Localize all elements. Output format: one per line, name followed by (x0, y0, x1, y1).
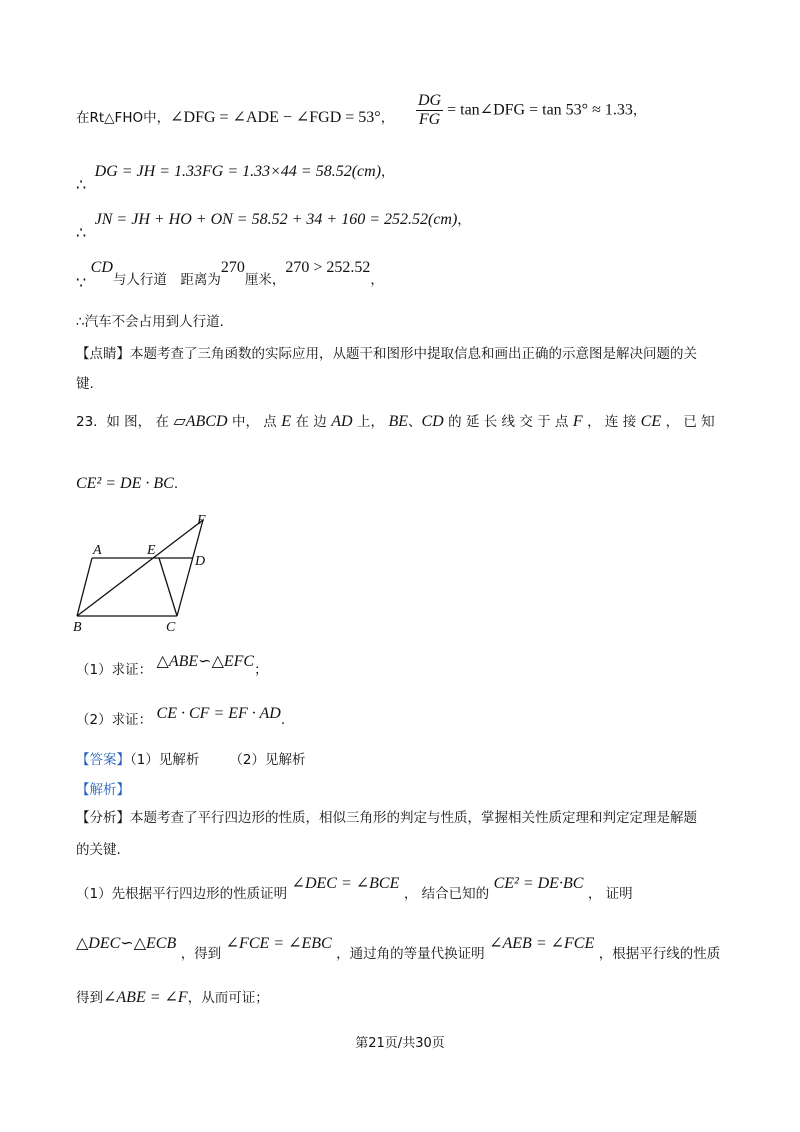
fenxi-line-1 (76, 808, 697, 828)
therefore-symbol: ∴ (76, 177, 87, 194)
step-2 (76, 935, 721, 962)
para-rt-triangle (76, 108, 394, 128)
step-text-2: ，通过角的等量代换证明 (336, 946, 485, 962)
end: ， (632, 102, 647, 119)
var-be: BE (388, 413, 408, 430)
para-prefix: 在Rt△FHO中， (76, 110, 171, 126)
label-e: E (147, 543, 156, 558)
var-e: E (281, 413, 291, 430)
answer-1: （1）见解析 (130, 752, 200, 768)
step-text-2: ，从而可证； (187, 990, 269, 1006)
var-cd: CD (90, 259, 113, 276)
end: ， (457, 212, 471, 228)
q-text-8: ， 已 知 (665, 414, 715, 430)
eq-dec-bce: ∠DEC = ∠BCE (291, 875, 400, 892)
page-footer: 第21页/共30页 (355, 1036, 445, 1051)
sub-question-1 (76, 653, 268, 680)
para-text-2: 厘米， (244, 272, 286, 288)
step-text: ，得到 (180, 946, 222, 962)
label-a: A (93, 543, 102, 558)
step-text-2: ， 结合已知的 (403, 886, 490, 902)
parallelogram-figure (70, 512, 230, 642)
question-given (76, 474, 178, 494)
para-cd (76, 259, 384, 292)
var-cd: CD (421, 413, 444, 430)
end: . (173, 476, 179, 492)
step-text-3: ， 证明 (587, 886, 633, 902)
segment-ab (77, 558, 92, 616)
eq-tan: = tan∠DFG = tan 53° ≈ 1.33 (447, 101, 633, 119)
sep: ， (380, 110, 395, 126)
end: ， (381, 164, 395, 180)
q-text-2: 中， 点 (231, 414, 277, 430)
step-3 (76, 988, 269, 1008)
question-number: 23. (76, 414, 98, 430)
eq-jn: JN = JH + HO + ON = 58.52 + 34 + 160 = 252.52(cm) (94, 211, 458, 228)
step-1 (76, 875, 633, 902)
eq-product: CE · CF = EF · AD (156, 705, 281, 722)
eq-angle-dfg: ∠DFG = ∠ADE − ∠FGD = 53° (170, 109, 381, 126)
eq-abe-f: ∠ABE = ∠F (103, 989, 188, 1006)
sub-label: （2）求证： (76, 712, 153, 728)
answer-bracket: 【答案】 (76, 752, 130, 768)
analysis-label: 【解析】 (76, 782, 130, 798)
para-dg (76, 162, 395, 194)
fenxi-bracket: 【分析】 (76, 810, 130, 826)
eq-dec-ecb: △DEC∽△ECB (76, 935, 177, 952)
eq-ce-squared: CE² = DE·BC (493, 875, 584, 892)
fraction-dg-fg (416, 92, 443, 129)
eq-similar-1: △ABE∽△EFC (156, 653, 255, 670)
frac-numerator: DG (418, 92, 442, 109)
var-ad: AD (331, 413, 353, 430)
q-text-3: 在 边 (295, 414, 327, 430)
q-text-6: 的 延 长 线 交 于 点 (448, 414, 569, 430)
comment-text: 本题考查了三角函数的实际应用，从题干和图形中提取信息和画出正确的示意图是解决问题的关 (130, 346, 697, 362)
comment-bracket: 【点睛】 (76, 346, 130, 362)
segment-bf (77, 520, 206, 616)
eq-fce-ebc: ∠FCE = ∠EBC (225, 935, 332, 952)
label-b: B (73, 620, 82, 635)
eq-aeb-fce: ∠AEB = ∠FCE (489, 935, 595, 952)
label-f: F (197, 513, 206, 528)
label-d: D (195, 554, 206, 569)
q-text-7: ， 连 接 (587, 414, 637, 430)
segment-ce (159, 558, 177, 616)
eq-dg: DG = JH = 1.33FG = 1.33×44 = 58.52(cm) (94, 163, 382, 180)
fraction-tan (412, 92, 646, 129)
step-text-3: ，根据平行线的性质 (598, 946, 721, 962)
fenxi-line-2: 的关键. (76, 842, 121, 858)
label-c: C (166, 620, 176, 635)
end: ， (370, 272, 384, 288)
step-text: （1）先根据平行四边形的性质证明 (76, 886, 288, 902)
comment-line-1 (76, 344, 697, 364)
para-jn (76, 210, 471, 242)
num-270: 270 (220, 259, 245, 276)
answer-line (76, 750, 305, 770)
para-text: 与人行道 距离为 (112, 272, 221, 288)
frac-denominator: FG (418, 111, 441, 128)
var-ce: CE (640, 413, 662, 430)
sub-question-2 (76, 705, 286, 730)
fenxi-text: 本题考查了平行四边形的性质，相似三角形的判定与性质，掌握相关性质定理和判定定理是解题 (130, 810, 697, 826)
end: ； (254, 662, 268, 678)
end: . (280, 712, 286, 728)
therefore-symbol: ∴ (76, 225, 87, 242)
ineq: 270 > 252.52 (285, 259, 371, 276)
q-text-4: 上， (356, 414, 384, 430)
parallelogram-abcd: ▱ABCD (173, 413, 228, 430)
answer-2: （2）见解析 (229, 752, 306, 768)
para-conclusion: ∴汽车不会占用到人行道. (76, 314, 224, 330)
sub-label: （1）求证： (76, 662, 153, 678)
question-23 (76, 412, 715, 432)
because-symbol: ∵ (76, 275, 87, 292)
q-text-5: 、 (407, 414, 422, 430)
q-text-1: 如 图， 在 (106, 414, 169, 430)
step-text: 得到 (76, 990, 103, 1006)
eq-given: CE² = DE · BC (76, 475, 174, 492)
comment-line-2: 键. (76, 376, 94, 392)
var-f: F (572, 413, 583, 430)
